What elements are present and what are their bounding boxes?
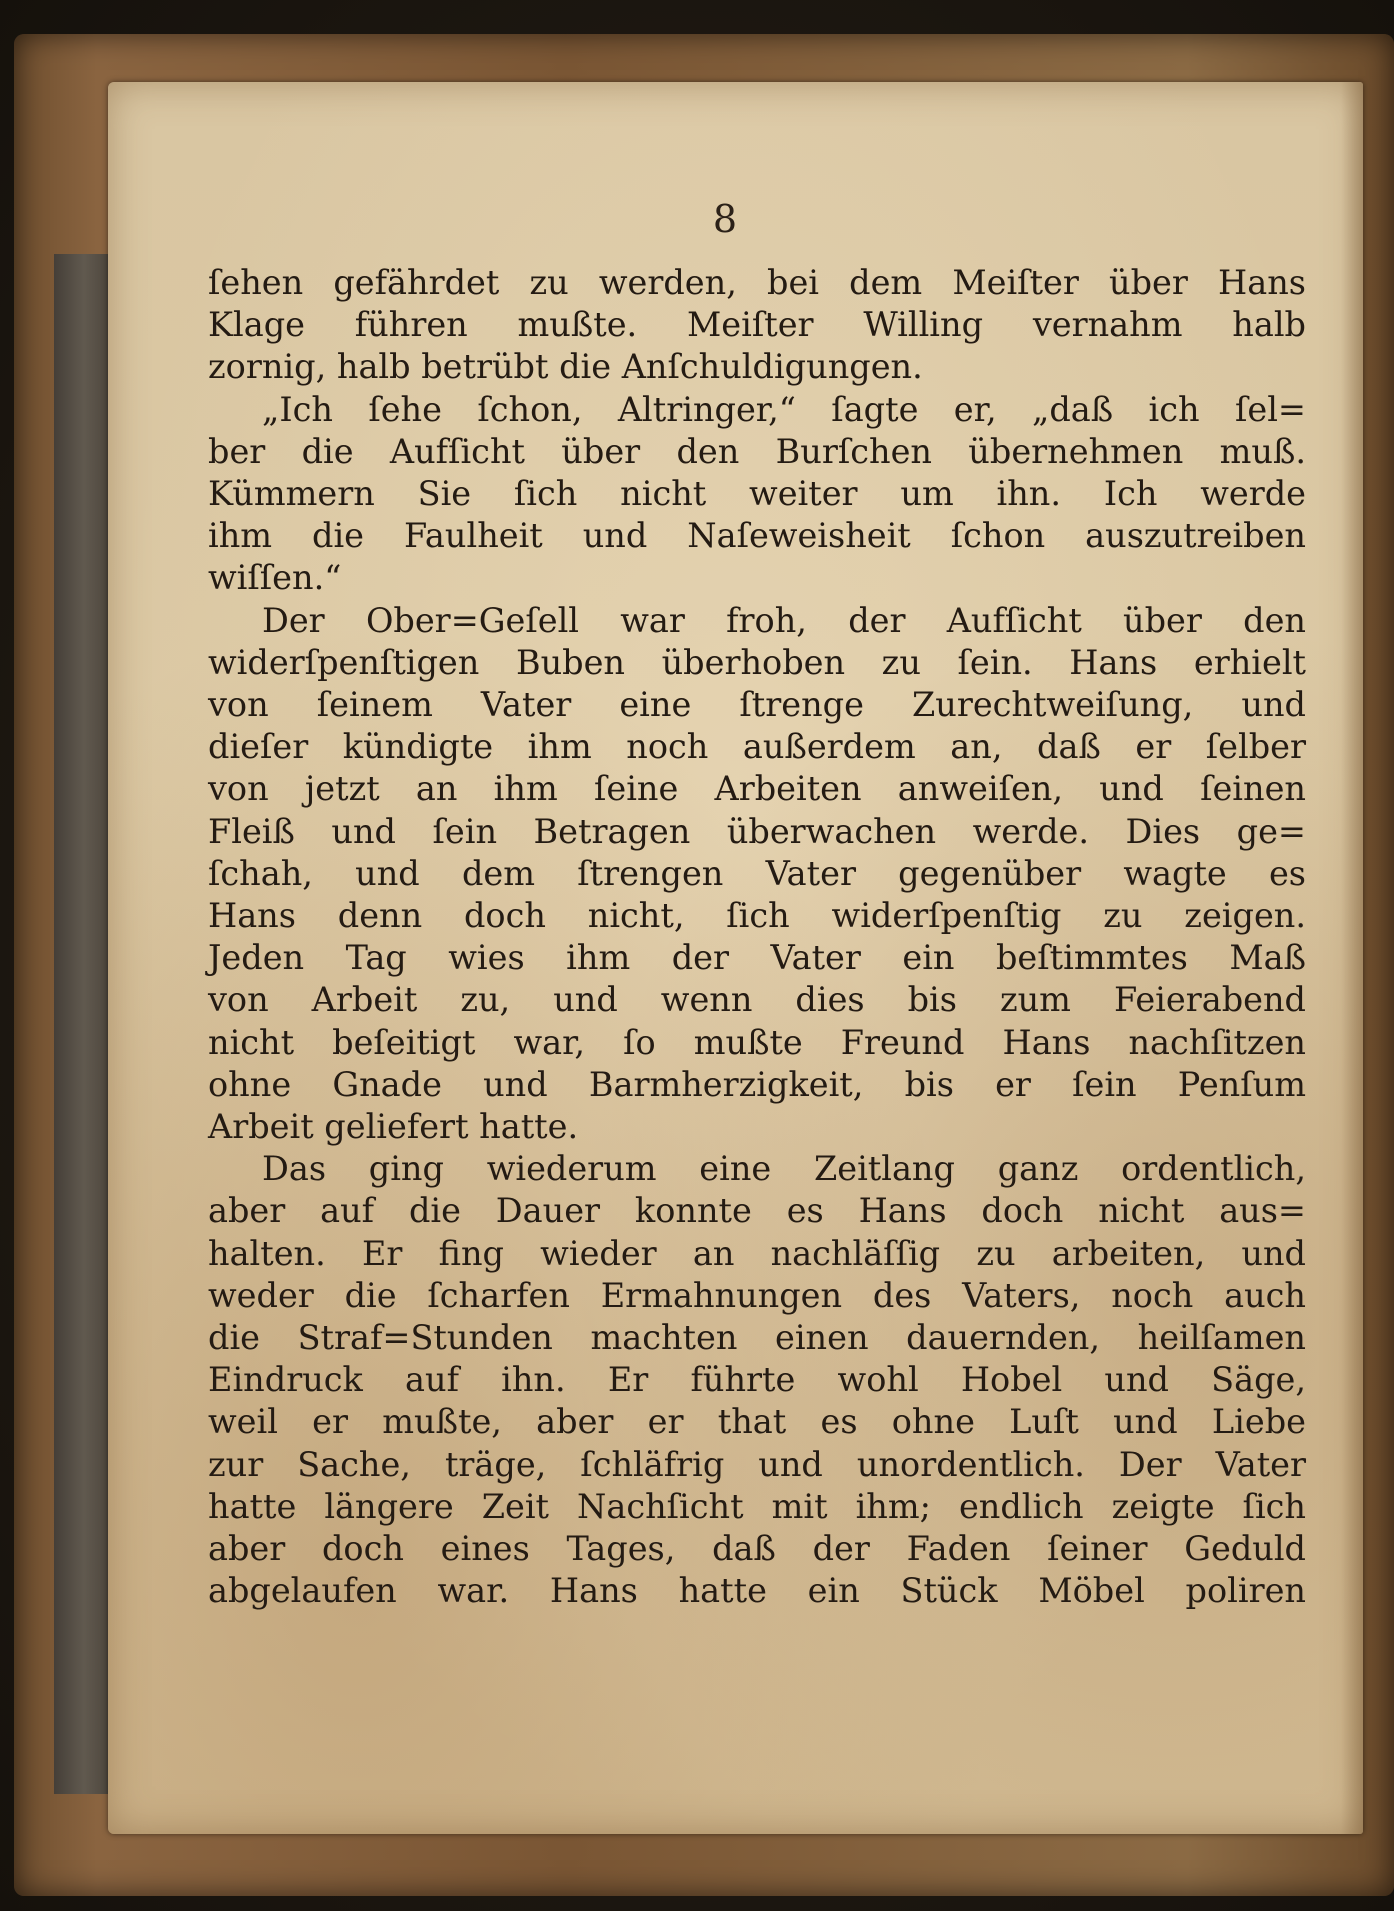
page-edge-shadow xyxy=(1341,82,1363,1834)
text-line: aber auf die Dauer konnte es Hans doch nicht aus= xyxy=(208,1191,1306,1231)
text-line: ſchah, und dem ſtrengen Vater gegenüber wagte es xyxy=(208,853,1306,893)
text-line: weder die ſcharfen Ermahnungen des Vaters, noch auch xyxy=(208,1275,1306,1315)
text-line: Fleiß und ſein Betragen überwachen werde. Dies ge= xyxy=(208,811,1306,851)
text-line: Jeden Tag wies ihm der Vater ein beſtimmtes Maß xyxy=(208,938,1306,978)
text-line: halten. Er fing wieder an nachläſſig zu arbeiten, und xyxy=(208,1233,1306,1273)
text-line: ſehen gefährdet zu werden, bei dem Meiſter über Hans xyxy=(208,263,1306,302)
page-number: 8 xyxy=(712,197,738,241)
text-line: ihm die Faulheit und Naſeweisheit ſchon auszutreiben xyxy=(208,516,1306,556)
body-text xyxy=(208,262,1306,1613)
text-line: zur Sache, träge, ſchläfrig und unordentlich. Der Vater xyxy=(208,1444,1306,1484)
text-line: weil er mußte, aber er that es ohne Luſt und Liebe xyxy=(208,1402,1306,1442)
text-line: Kümmern Sie ſich nicht weiter um ihn. Ich werde xyxy=(208,474,1306,514)
text-line: wiſſen.“ xyxy=(208,558,342,598)
text-line: Hans denn doch nicht, ſich widerſpenſtig zu zeigen. xyxy=(208,896,1306,936)
text-line: Der Ober=Geſell war froh, der Aufſicht über den xyxy=(262,600,1306,640)
text-line: von ſeinem Vater eine ſtrenge Zurechtweiſung, und xyxy=(208,685,1306,725)
cover-binding-strip xyxy=(54,254,114,1794)
text-line: die Straf=Stunden machten einen dauernden, heilſamen xyxy=(208,1318,1306,1358)
text-line: von jetzt an ihm ſeine Arbeiten anweiſen, und ſeinen xyxy=(208,769,1306,809)
text-line: widerſpenſtigen Buben überhoben zu ſein. Hans erhielt xyxy=(208,642,1306,682)
paper-page xyxy=(108,82,1363,1834)
text-line: hatte längere Zeit Nachſicht mit ihm; endlich zeigte ſich xyxy=(208,1486,1306,1526)
text-line: zornig, halb betrübt die Anſchuldigungen. xyxy=(208,347,923,387)
text-line: Eindruck auf ihn. Er führte wohl Hobel und Säge, xyxy=(208,1360,1306,1400)
text-line: ohne Gnade und Barmherzigkeit, bis er ſein Penſum xyxy=(208,1064,1306,1104)
text-line: von Arbeit zu, und wenn dies bis zum Feierabend xyxy=(208,980,1306,1020)
text-line: abgelaufen war. Hans hatte ein Stück Möbel poliren xyxy=(208,1571,1306,1611)
text-line: Klage führen mußte. Meiſter Willing vernahm halb xyxy=(208,305,1306,345)
text-line: nicht beſeitigt war, ſo mußte Freund Hans nachſitzen xyxy=(208,1022,1306,1062)
text-line: aber doch eines Tages, daß der Faden ſeiner Geduld xyxy=(208,1529,1306,1569)
text-line: Arbeit geliefert hatte. xyxy=(208,1107,579,1147)
text-line: ber die Aufſicht über den Burſchen übernehmen muß. xyxy=(208,431,1306,471)
text-line: dieſer kündigte ihm noch außerdem an, daß er ſelber xyxy=(208,727,1306,767)
text-line: Das ging wiederum eine Zeitlang ganz ordentlich, xyxy=(262,1149,1306,1189)
text-line: „Ich ſehe ſchon, Altringer,“ ſagte er, „daß ich ſel= xyxy=(262,389,1306,429)
